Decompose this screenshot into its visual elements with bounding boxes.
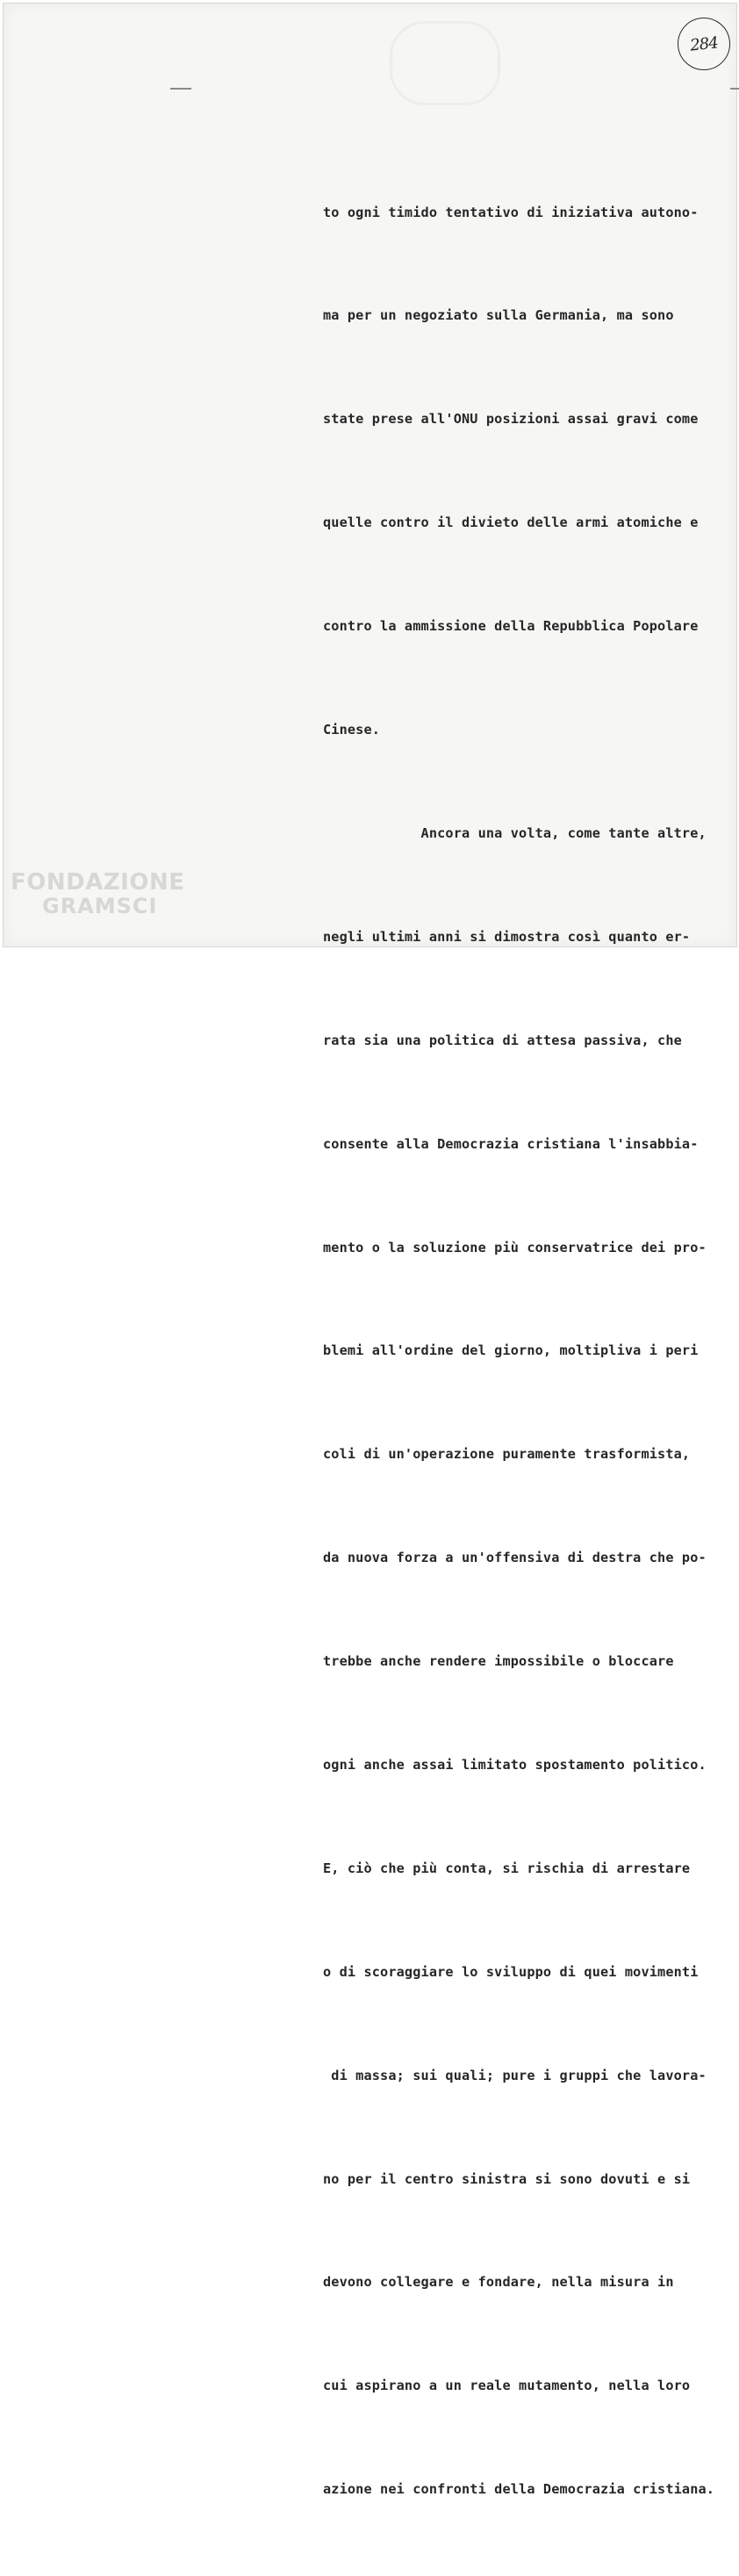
text-line: mento o la soluzione più conservatrice dei pro- bbox=[323, 1239, 707, 1256]
text-line: state prese all'ONU posizioni assai gravi come bbox=[323, 411, 699, 428]
text-line: azione nei confronti della Democrazia cristiana. bbox=[323, 2481, 715, 2498]
text-line: o di scoraggiare lo sviluppo di quei movimenti bbox=[323, 1963, 699, 1980]
text-line: no per il centro sinistra si sono dovuti e si bbox=[323, 2170, 691, 2187]
text-line: da nuova forza a un'offensiva di destra che po- bbox=[323, 1550, 707, 1566]
text-line: trebbe anche rendere impossibile o bloccare bbox=[323, 1653, 674, 1670]
text-line: rata sia una politica di attesa passiva, che bbox=[323, 1032, 682, 1048]
bleed-through-mark bbox=[390, 21, 500, 105]
page-number-text: 284 bbox=[689, 32, 719, 55]
text-line: to ogni timido tentativo di iniziativa autono- bbox=[323, 204, 699, 220]
text-line: coli di un'operazione puramente trasformista, bbox=[323, 1446, 691, 1463]
text-line: cui aspirano a un reale mutamento, nella loro bbox=[323, 2378, 691, 2394]
page-number bbox=[675, 15, 733, 73]
text-line: devono collegare e fondare, nella misura in bbox=[323, 2274, 674, 2291]
text-line: ogni anche assai limitato spostamento politico. bbox=[323, 1756, 707, 1773]
text-line: negli ultimi anni si dimostra così quanto er- bbox=[323, 928, 691, 945]
text-line: blemi all'ordine del giorno, moltipliva i peri bbox=[323, 1342, 699, 1359]
typewritten-body bbox=[323, 126, 737, 2576]
text-line: Cinese. bbox=[323, 722, 381, 738]
text-line: E, ciò che più conta, si rischia di arrestare bbox=[323, 1860, 691, 1876]
text-line: di massa; sui quali; pure i gruppi che lavora- bbox=[323, 2067, 707, 2083]
text-line: Ancora una volta, come tante altre, bbox=[323, 824, 707, 841]
text-line: ma per un negoziato sulla Germania, ma sono bbox=[323, 307, 674, 324]
watermark-line-2: GRAMSCI bbox=[42, 894, 158, 918]
watermark-logo bbox=[11, 871, 184, 917]
text-line: consente alla Democrazia cristiana l'insabbia- bbox=[323, 1135, 699, 1152]
text-line: contro la ammissione della Repubblica Popolare bbox=[323, 618, 699, 635]
left-margin-mark bbox=[170, 88, 191, 90]
document-page bbox=[3, 3, 737, 2498]
right-margin-mark bbox=[730, 88, 739, 90]
text-line: quelle contro il divieto delle armi atomiche e bbox=[323, 514, 699, 531]
watermark-line-1: FONDAZIONE bbox=[11, 869, 185, 896]
